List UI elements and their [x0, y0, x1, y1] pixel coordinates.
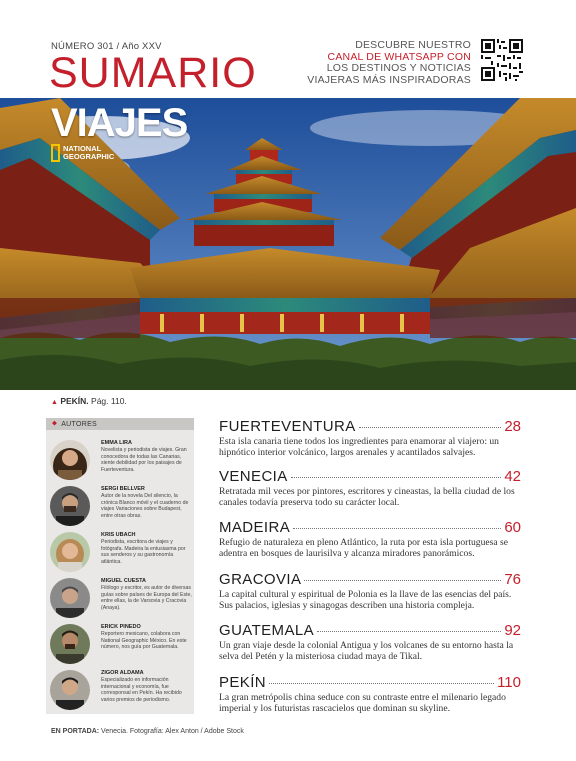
ng-line-1: NATIONAL — [63, 144, 102, 153]
dot-leader — [269, 683, 494, 684]
cover-credit-text: Venecia. Fotografía: Alex Anton / Adobe Stock — [101, 728, 244, 735]
destination-description: Refugio de naturaleza en pleno Atlántico, la ruta por esta isla portuguesa se adentra en bosques de laurisilva y alcanza miradores panorámicos. — [219, 537, 509, 559]
page-number: 60 — [504, 519, 521, 536]
dot-leader — [359, 427, 502, 428]
destination-description: Esta isla canaria tiene todos los ingredientes para enamorar al viajero: un hipnótico interior volcánico, largos arenales y acantilados salvajes. — [219, 436, 499, 458]
dot-leader — [293, 528, 501, 529]
author-photo — [50, 532, 90, 572]
contents-entry[interactable] — [219, 468, 521, 508]
author-name: EMMA LIRA — [101, 440, 132, 446]
author-bio: Periodista, escritora de viajes y fotógrafa. Madeira la entusiasma por sus senderos y su gastronomía atlántica. — [101, 539, 186, 565]
destination-description: La gran metrópolis china seduce con su contraste entre el milenario legado imperial y los futuristas rascacielos que dominan su skyline. — [219, 692, 506, 714]
promo-line-3: LOS DESTINOS Y NOTICIAS — [326, 62, 471, 74]
page-number: 42 — [504, 468, 521, 485]
dot-leader — [317, 631, 501, 632]
page-number: 92 — [504, 622, 521, 639]
destination-title: MADEIRA — [219, 519, 291, 536]
promo-line-1: DESCUBRE NUESTRO — [355, 39, 471, 51]
yellow-frame-icon — [51, 144, 60, 162]
author-name: SERGI BELLVER — [101, 486, 145, 492]
qr-code-icon[interactable] — [481, 39, 523, 81]
contents-entry[interactable] — [219, 519, 521, 559]
author-photo — [50, 486, 90, 526]
ng-line-2: GEOGRAPHIC — [63, 152, 115, 161]
destination-title: GUATEMALA — [219, 622, 315, 639]
author-name: ERICK PINEDO — [101, 624, 141, 630]
contents-entry[interactable] — [219, 418, 521, 458]
author-photo — [50, 670, 90, 710]
destination-title: FUERTEVENTURA — [219, 418, 356, 435]
destination-description: Retratada mil veces por pintores, escritores y cineastas, la bella ciudad de los canales todavía preserva todo su carácter local. — [219, 486, 515, 508]
cover-credit-label: EN PORTADA: — [51, 728, 100, 735]
author-name: ZIGOR ALDAMA — [101, 670, 144, 676]
promo-line-4: VIAJERAS MÁS INSPIRADORAS — [307, 73, 471, 86]
destination-description: Un gran viaje desde la colonial Antigua y los volcanes de su entorno hasta la selva del Petén y la misteriosa ciudad maya de Tikal. — [219, 640, 514, 662]
ng-text — [63, 145, 114, 161]
page-number: 76 — [504, 571, 521, 588]
photo-caption — [51, 396, 127, 406]
author-name: KRIS UBACH — [101, 532, 136, 538]
author-name: MIGUEL CUESTA — [101, 578, 147, 584]
author-photo — [50, 440, 90, 480]
caption-page: Pág. 110. — [91, 396, 127, 406]
page-title: SUMARIO — [49, 49, 257, 97]
dot-leader — [304, 580, 501, 581]
author-photo — [50, 624, 90, 664]
authors-heading — [46, 418, 194, 430]
caption-place: PEKÍN. — [60, 396, 89, 406]
destination-title: GRACOVIA — [219, 571, 302, 588]
destination-title: VENECIA — [219, 468, 288, 485]
national-geographic-logo — [51, 144, 187, 162]
author-bio: Reportero mexicano, colabora con National Geographic México. En este número, nos guía por Guatemala. — [101, 631, 187, 651]
brand-name: VIAJES — [51, 101, 188, 145]
triangle-icon: ▲ — [51, 399, 58, 406]
page-number: 28 — [504, 418, 521, 435]
issue-number: NÚMERO 301 / Año XXV — [51, 41, 162, 52]
contents-entry[interactable] — [219, 622, 521, 662]
magazine-logo — [51, 103, 187, 162]
author-bio: Especializado en información internacional y economía, fue corresponsal en Pekín. Ha recibido varios premios de periodismo. — [101, 677, 182, 703]
page-number: 110 — [497, 674, 521, 691]
author-photo — [50, 578, 90, 618]
promo-line-2: CANAL DE WHATSAPP CON — [327, 50, 471, 63]
location-pin-icon: ⬥ — [52, 420, 58, 427]
cover-credit — [51, 728, 244, 735]
destination-description: La capital cultural y espiritual de Polonia es la llave de las esencias del país. Sus palacios, iglesias y sinagogas describen una historia compleja. — [219, 589, 512, 611]
authors-heading-label: AUTORES — [61, 420, 98, 428]
whatsapp-promo — [307, 40, 471, 86]
destination-title: PEKÍN — [219, 674, 267, 691]
author-bio: Filólogo y escritor, es autor de diversas guías sobre países de Europa del Este, entre ellas, la de Varsovia y Cracovia (Anaya). — [101, 585, 192, 611]
contents-entry[interactable] — [219, 571, 521, 611]
contents-entry[interactable] — [219, 674, 521, 714]
authors-panel — [46, 418, 194, 714]
dot-leader — [291, 477, 502, 478]
author-bio: Autor de la novela Del silencio, la crónica Blanco móvil y el cuaderno de viajes Variaciones sobre Budapest, entre otras obras. — [101, 493, 189, 519]
author-bio: Novelista y periodista de viajes. Gran conocedora de todas las Canarias, siente debilidad por los paisajes de Fuerteventura. — [101, 447, 187, 473]
